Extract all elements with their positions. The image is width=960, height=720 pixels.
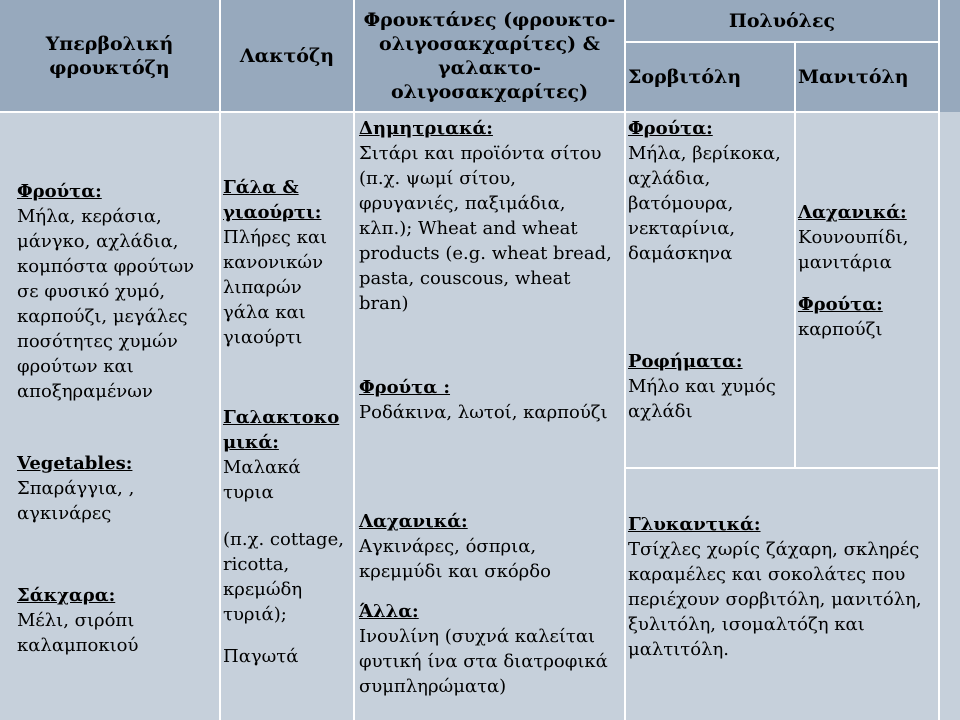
mannitol-vegetables-section [798, 200, 936, 275]
header-fructans-label: Φρουκτάνες (φρουκτο-ολιγοσακχαρίτες) & γαλακτο-ολιγοσακχαρίτες) [363, 8, 616, 103]
lactose-dairy-examples: (π.χ. cottage, ricotta, κρεμώδη τυριά); [223, 529, 344, 625]
lactose-milk-title: Γάλα & γιαούρτι: [223, 177, 322, 223]
header-excess-fructose [0, 0, 219, 111]
sorbitol-drinks-section [628, 349, 794, 424]
mannitol-fruits-title: Φρούτα: [798, 294, 883, 315]
fructans-cereals-text: Σιτάρι και προϊόντα σίτου (π.χ. ψωμί σίτου, φρυγανιές, παξιμάδια, κλπ.); Wheat and wheat products (e.g. wheat bread, pasta, couscous, wheat bran) [359, 143, 612, 314]
fructans-vegetables-title: Λαχανικά: [359, 511, 468, 532]
mannitol-fruits-text: καρπούζι [798, 319, 883, 340]
sorbitol-drinks-title: Ροφήματα: [628, 351, 743, 372]
lactose-icecream: Παγωτά [223, 646, 299, 667]
sorbitol-fruits-title: Φρούτα: [628, 118, 713, 139]
fructose-vegetables-section [17, 451, 215, 526]
mannitol-fruits-section [798, 292, 936, 342]
header-mannitol [796, 43, 938, 111]
lactose-milk-section [223, 175, 349, 350]
header-excess-fructose-label: Υπερβολική φρουκτόζη [45, 32, 174, 79]
sweeteners-title: Γλυκαντικά: [628, 514, 761, 535]
header-sorbitol-label: Σορβιτόλη [628, 66, 742, 88]
sorbitol-fruits-section [628, 116, 790, 266]
fructans-other-text: Ινουλίνη (συχνά καλείται φυτική ίνα στα διατροφικά συμπληρώματα) [359, 626, 608, 697]
sweeteners-section [628, 512, 934, 662]
lactose-milk-text: Πλήρες και κανονικών λιπαρών γάλα και γιαούρτι [223, 227, 328, 348]
header-sorbitol [626, 43, 794, 111]
grid-line [0, 111, 940, 113]
sorbitol-drinks-text: Μήλο και χυμός αχλάδι [628, 376, 776, 422]
lactose-dairy-section [223, 405, 349, 505]
lactose-dairy-title: Γαλακτοκομικά: [223, 407, 340, 453]
fructose-sugars-text: Μέλι, σιρόπι καλαμποκιού [17, 610, 139, 656]
fructans-vegetables-text: Αγκινάρες, όσπρια, κρεμμύδι και σκόρδο [359, 536, 551, 582]
fructans-fruits-text: Ροδάκινα, λωτοί, καρπούζι [359, 402, 608, 423]
fructans-cereals-title: Δημητριακά: [359, 118, 493, 139]
header-lactose-label: Λακτόζη [239, 44, 335, 67]
grid-line [938, 0, 940, 720]
sorbitol-fruits-text: Μήλα, βερίκοκα, αχλάδια, βατόμουρα, νεκταρίνια, δαμάσκηνα [628, 143, 781, 264]
lactose-dairy-text: Μαλακά τυρια [223, 457, 301, 503]
fructose-vegetables-text: Σπαράγγια, , αγκινάρες [17, 478, 135, 524]
lactose-icecream-section [223, 644, 349, 669]
mannitol-vegetables-text: Κουνουπίδι, μανιτάρια [798, 227, 909, 273]
fructose-fruits-title: Φρούτα: [17, 181, 102, 202]
fructans-other-title: Άλλα: [359, 601, 419, 622]
fructose-sugars-title: Σάκχαρα: [17, 585, 116, 606]
fructans-other-section [359, 599, 621, 699]
fructose-fruits-text: Μήλα, κεράσια, μάνγκο, αχλάδια, κομπόστα φρούτων σε φυσικό χυμό, καρπούζι, μεγάλες ποσότητες χυμών φρούτων και αποξηραμένων [17, 206, 195, 402]
fructans-fruits-section [359, 375, 619, 425]
fructans-fruits-title: Φρούτα : [359, 377, 451, 398]
header-polyols-label: Πολυόλες [728, 9, 836, 32]
header-lactose [221, 0, 353, 111]
fructose-vegetables-title: Vegetables: [17, 453, 133, 474]
fructose-fruits-section [17, 179, 215, 404]
fructans-vegetables-section [359, 509, 619, 584]
fructose-sugars-section [17, 583, 215, 658]
lactose-dairy-examples-section [223, 527, 353, 627]
sweeteners-text: Τσίχλες χωρίς ζάχαρη, σκληρές καραμέλες και σοκολάτες που περιέχουν σορβιτόλη, μανιτόλη, ξυλιτόλη, ισομαλτόζη και μαλτιτόλη. [628, 539, 922, 660]
header-polyols [626, 0, 938, 41]
header-mannitol-label: Μανιτόλη [798, 66, 909, 88]
fructans-cereals-section [359, 116, 619, 316]
mannitol-vegetables-title: Λαχανικά: [798, 202, 907, 223]
header-fructans [355, 0, 624, 111]
grid-line [624, 467, 940, 469]
